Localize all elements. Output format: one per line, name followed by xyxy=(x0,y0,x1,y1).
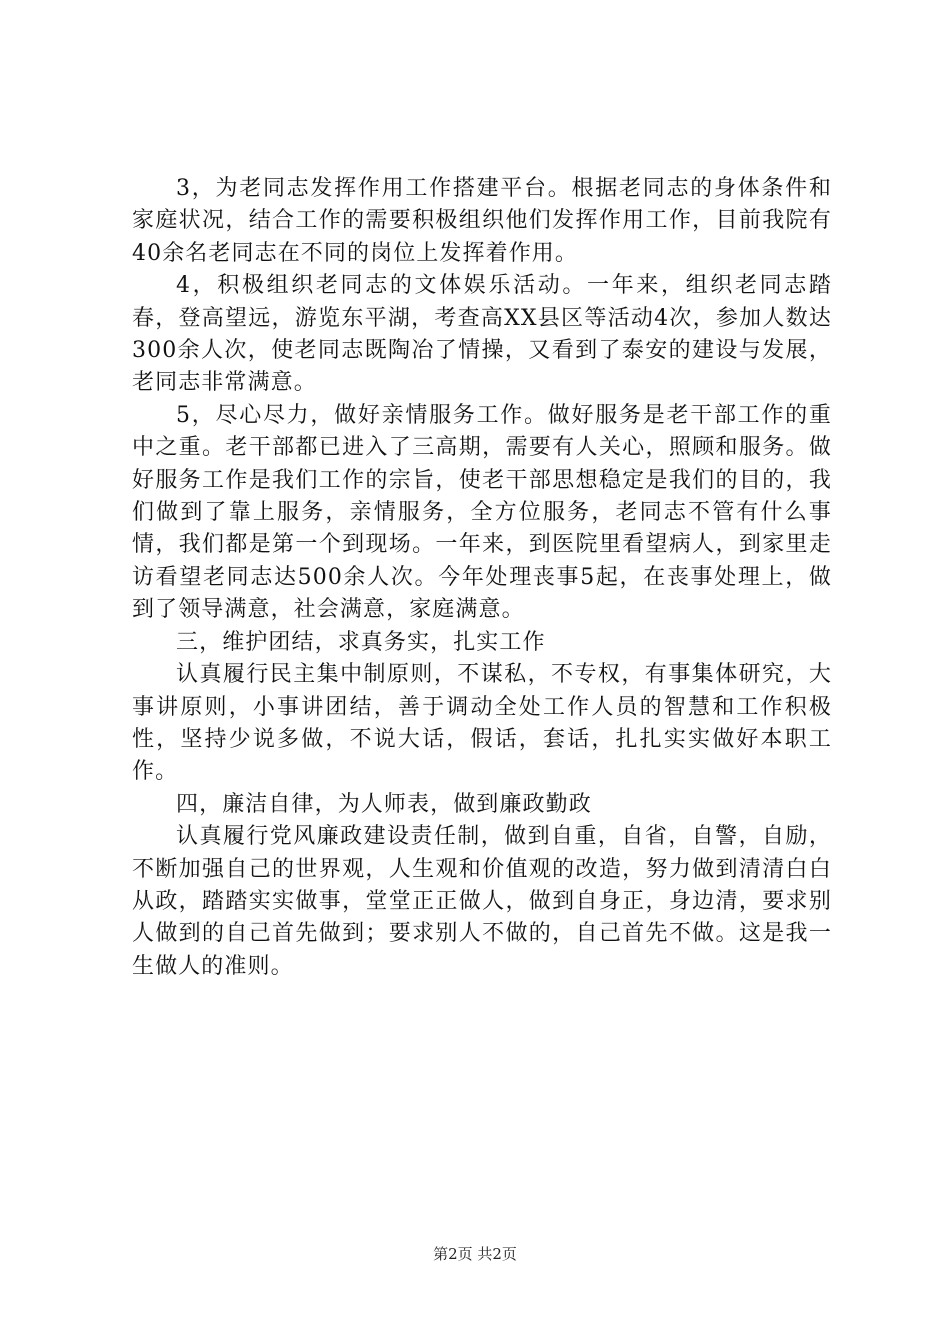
document-body xyxy=(132,173,832,983)
paragraph-section-three: 认真履行民主集中制原则，不谋私，不专权，有事集体研究，大事讲原则，小事讲团结，善于调动全处工作人员的智慧和工作积极性，坚持少说多做，不说大话，假话，套话，扎扎实实做好本职工作。 xyxy=(132,662,832,785)
paragraph-item-5: 5，尽心尽力，做好亲情服务工作。做好服务是老干部工作的重中之重。老干部都已进入了三高期，需要有人关心，照顾和服务。做好服务工作是我们工作的宗旨，使老干部思想稳定是我们的目的，我们做到了靠上服务，亲情服务，全方位服务，老同志不管有什么事情，我们都是第一个到现场。一年来，到医院里看望病人，到家里走访看望老同志达500余人次。今年处理丧事5起，在丧事处理上，做到了领导满意，社会满意，家庭满意。 xyxy=(132,402,832,623)
page-number-footer: 第2页 共2页 xyxy=(433,1245,517,1263)
section-heading-four: 四，廉洁自律，为人师表，做到廉政勤政 xyxy=(176,791,592,817)
section-heading-three: 三，维护团结，求真务实，扎实工作 xyxy=(176,629,546,655)
paragraph-item-4: 4，积极组织老同志的文体娱乐活动。一年来，组织老同志踏春，登高望远，游览东平湖，考查高XX县区等活动4次，参加人数达300余人次，使老同志既陶冶了情操，又看到了泰安的建设与发展，老同志非常满意。 xyxy=(132,273,832,396)
paragraph-item-3: 3，为老同志发挥作用工作搭建平台。根据老同志的身体条件和家庭状况，结合工作的需要积极组织他们发挥作用工作，目前我院有40余名老同志在不同的岗位上发挥着作用。 xyxy=(132,176,832,266)
paragraph-section-four: 认真履行党风廉政建设责任制，做到自重，自省，自警，自励，不断加强自己的世界观，人生观和价值观的改造，努力做到清清白白从政，踏踏实实做事，堂堂正正做人，做到自身正，身边清，要求别人做到的自己首先做到；要求别人不做的，自己首先不做。这是我一生做人的准则。 xyxy=(132,824,832,979)
